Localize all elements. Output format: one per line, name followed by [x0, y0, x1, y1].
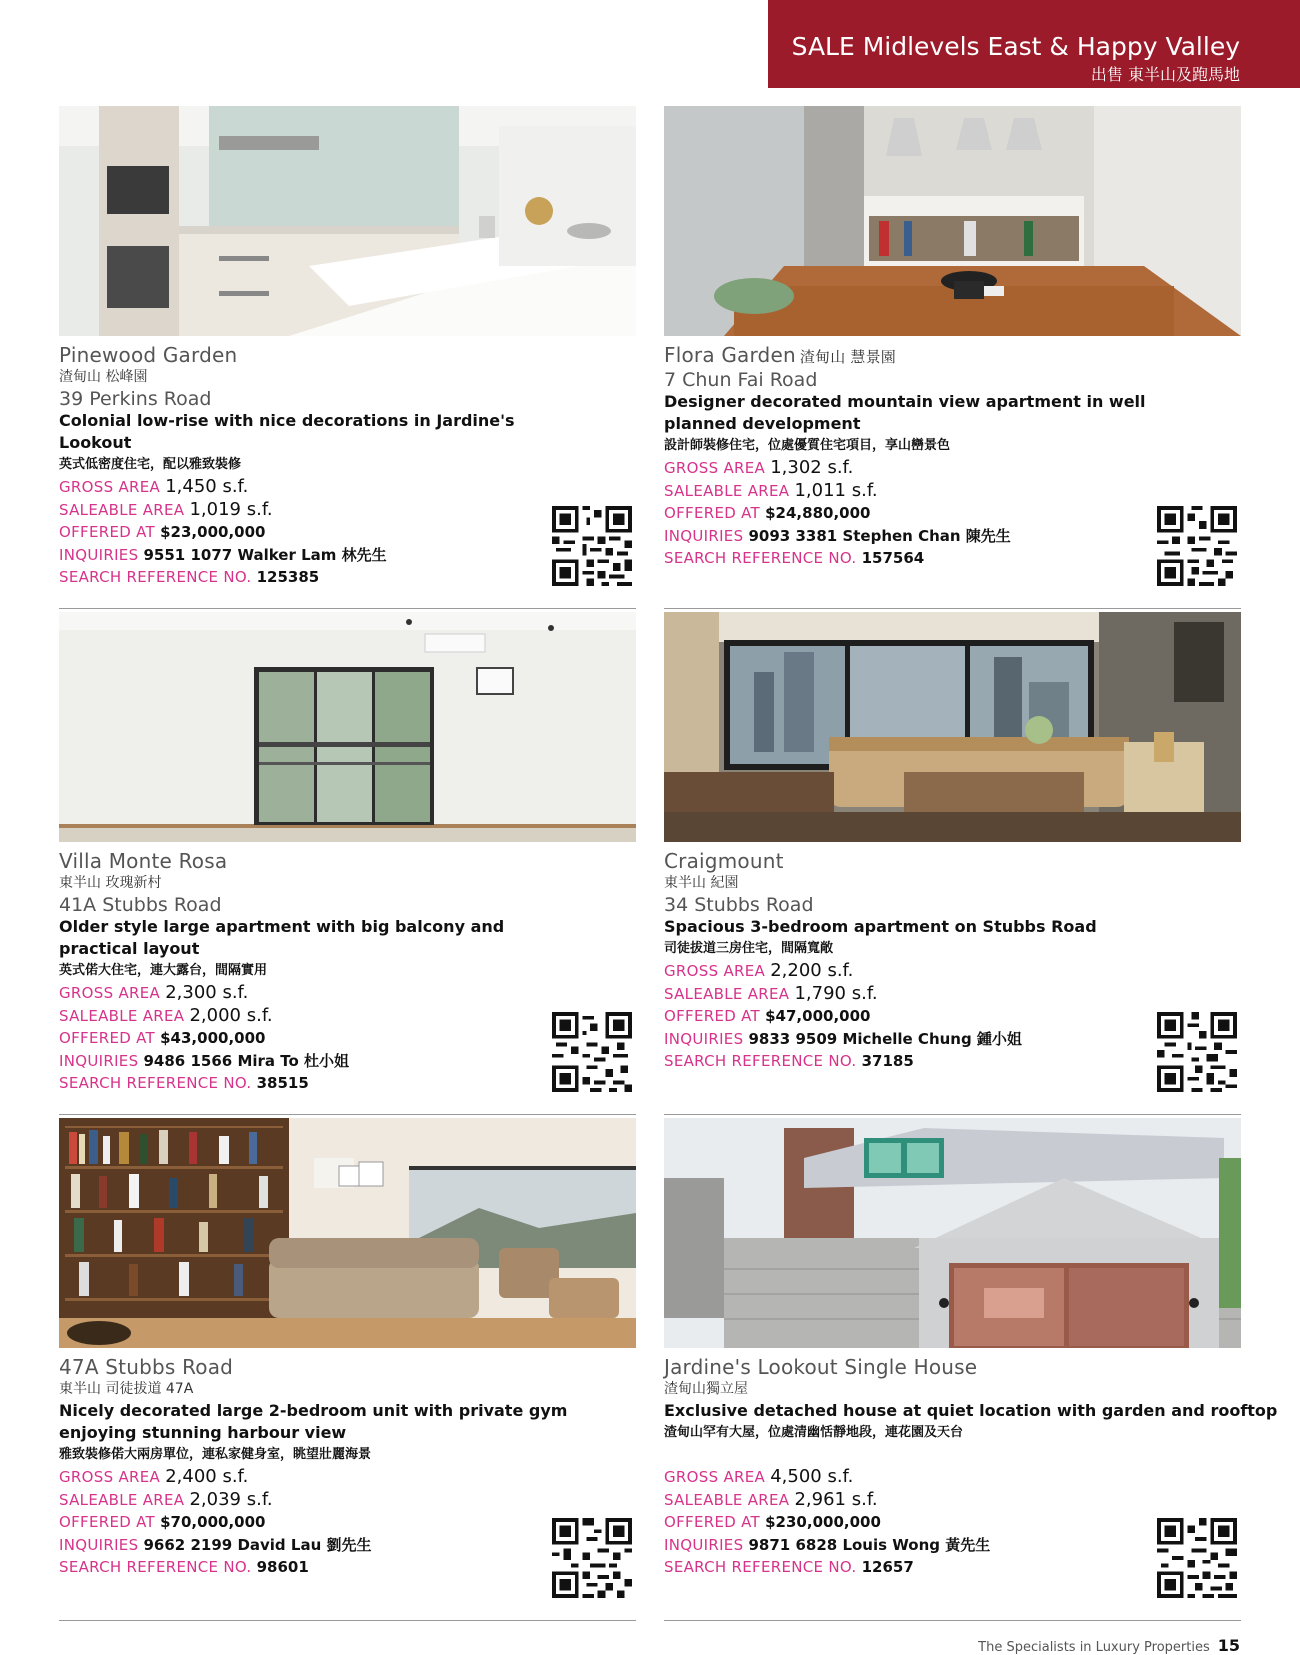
listing-description: Nicely decorated large 2-bedroom unit with private gym enjoying stunning harbour view	[59, 1401, 568, 1442]
listing-district-zh: 東半山 司徒拔道 47A	[59, 1381, 194, 1397]
saleable-area-row: SALEABLE AREA 1,790 s.f.	[664, 982, 878, 1004]
listing-details	[664, 850, 1144, 1073]
listing-district-zh: 東半山 玫瑰新村	[59, 875, 162, 891]
gross-area-value: 4,500 s.f.	[770, 1466, 854, 1487]
gross-area-row: GROSS AREA 4,500 s.f.	[664, 1466, 854, 1487]
divider	[664, 608, 1241, 609]
listing-card[interactable]	[59, 1118, 636, 1626]
listing-details	[664, 344, 1144, 570]
listing-details	[59, 850, 539, 1095]
reference-value: 37185	[861, 1052, 914, 1070]
listing-name[interactable]: Jardine's Lookout Single House	[664, 1355, 978, 1379]
gross-area-value: 1,450 s.f.	[165, 476, 249, 497]
reference-row: SEARCH REFERENCE NO. 12657	[664, 1558, 914, 1576]
listing-description-zh: 司徒拔道三房住宅，間隔寬敞	[664, 941, 834, 956]
listing-card[interactable]	[664, 612, 1241, 1120]
inquiries-value: 9093 3381 Stephen Chan 陳先生	[748, 526, 1011, 545]
inquiries-row: INQUIRIES 9486 1566 Mira To 杜小姐	[59, 1051, 350, 1070]
qr-code-icon[interactable]	[1157, 1518, 1237, 1598]
listing-photo-living-room[interactable]	[59, 612, 636, 842]
price-row: OFFERED AT $43,000,000	[59, 1029, 266, 1047]
section-title-zh: 出售 東半山及跑馬地	[1090, 65, 1240, 84]
inquiries-row: INQUIRIES 9662 2199 David Lau 劉先生	[59, 1535, 372, 1554]
listing-card[interactable]	[59, 106, 636, 614]
saleable-area-row: SALEABLE AREA 2,039 s.f.	[59, 1488, 273, 1510]
qr-code-icon[interactable]	[552, 1012, 632, 1092]
divider	[59, 1114, 636, 1115]
gross-area-value: 2,300 s.f.	[165, 982, 249, 1003]
qr-code-icon[interactable]	[1157, 506, 1237, 586]
qr-code-icon[interactable]	[552, 506, 632, 586]
inquiries-value: 9871 6828 Louis Wong 黃先生	[748, 1535, 991, 1554]
inquiries-row: INQUIRIES 9871 6828 Louis Wong 黃先生	[664, 1535, 991, 1554]
reference-value: 125385	[256, 568, 320, 586]
saleable-area-value: 1,790 s.f.	[794, 982, 878, 1004]
listing-photo-living-room[interactable]	[664, 612, 1241, 842]
price-row: OFFERED AT $230,000,000	[664, 1513, 881, 1531]
price-row: OFFERED AT $70,000,000	[59, 1513, 266, 1531]
listing-name[interactable]: Villa Monte Rosa	[59, 849, 228, 873]
price-value: $23,000,000	[160, 523, 266, 541]
listing-address: 41A Stubbs Road	[59, 894, 222, 916]
listing-description: Older style large apartment with big balcony and practical layout	[59, 917, 505, 958]
listing-district-zh: 渣甸山 松峰園	[59, 369, 148, 385]
reference-row: SEARCH REFERENCE NO. 98601	[59, 1558, 309, 1576]
listing-card[interactable]	[664, 1118, 1278, 1626]
reference-value: 157564	[861, 549, 925, 567]
listing-address: 34 Stubbs Road	[664, 894, 814, 916]
listing-description-zh: 渣甸山罕有大屋，位處清幽恬靜地段，連花園及天台	[664, 1425, 964, 1440]
inquiries-value: 9662 2199 David Lau 劉先生	[143, 1535, 372, 1554]
inquiries-row: INQUIRIES 9093 3381 Stephen Chan 陳先生	[664, 526, 1011, 545]
gross-area-row: GROSS AREA 2,200 s.f.	[664, 960, 854, 981]
listing-description: Designer decorated mountain view apartment in well planned development	[664, 392, 1146, 433]
divider	[59, 608, 636, 609]
section-banner	[768, 0, 1300, 88]
gross-area-row: GROSS AREA 1,450 s.f.	[59, 476, 249, 497]
listing-photo-kitchen[interactable]	[59, 106, 636, 336]
saleable-area-row: SALEABLE AREA 2,961 s.f.	[664, 1488, 878, 1510]
listing-name[interactable]: Flora Garden 渣甸山 慧景園	[664, 343, 897, 367]
listing-photo-house-exterior[interactable]	[664, 1118, 1241, 1348]
inquiries-value: 9833 9509 Michelle Chung 鍾小姐	[748, 1029, 1022, 1048]
saleable-area-value: 1,011 s.f.	[794, 479, 878, 501]
page-number: 15	[1217, 1636, 1240, 1655]
price-value: $24,880,000	[765, 504, 871, 522]
reference-value: 38515	[256, 1074, 309, 1092]
listing-address: 7 Chun Fai Road	[664, 369, 818, 391]
listing-card[interactable]	[664, 106, 1241, 614]
price-value: $230,000,000	[765, 1513, 881, 1531]
saleable-area-value: 2,000 s.f.	[189, 1004, 273, 1026]
divider	[664, 1620, 1241, 1621]
gross-area-row: GROSS AREA 1,302 s.f.	[664, 457, 854, 478]
divider	[59, 1620, 636, 1621]
inquiries-value: 9486 1566 Mira To 杜小姐	[143, 1051, 350, 1070]
listing-description-zh: 設計師裝修住宅，位處優質住宅項目，享山巒景色	[664, 438, 951, 453]
inquiries-row: INQUIRIES 9833 9509 Michelle Chung 鍾小姐	[664, 1029, 1022, 1048]
inquiries-value: 9551 1077 Walker Lam 林先生	[143, 545, 387, 564]
reference-row: SEARCH REFERENCE NO. 125385	[59, 568, 320, 586]
price-value: $43,000,000	[160, 1029, 266, 1047]
section-title: SALE Midlevels East & Happy Valley	[791, 32, 1240, 61]
listing-description-zh: 英式低密度住宅，配以雅致裝修	[59, 457, 242, 472]
reference-row: SEARCH REFERENCE NO. 38515	[59, 1074, 309, 1092]
listing-description: Exclusive detached house at quiet location with garden and rooftop	[664, 1401, 1278, 1420]
listing-district-zh: 東半山 紀園	[664, 875, 739, 891]
saleable-area-value: 2,961 s.f.	[794, 1488, 878, 1510]
listing-description: Spacious 3-bedroom apartment on Stubbs Road	[664, 917, 1097, 936]
listing-name[interactable]: Craigmount	[664, 849, 784, 873]
saleable-area-row: SALEABLE AREA 2,000 s.f.	[59, 1004, 273, 1026]
listing-address: 39 Perkins Road	[59, 388, 212, 410]
listing-card[interactable]	[59, 612, 636, 1120]
listing-details	[664, 1355, 1278, 1579]
gross-area-row: GROSS AREA 2,300 s.f.	[59, 982, 249, 1003]
listing-name-zh: 渣甸山 慧景園	[799, 348, 897, 366]
qr-code-icon[interactable]	[552, 1518, 632, 1598]
gross-area-value: 2,400 s.f.	[165, 1466, 249, 1487]
listing-details	[59, 1355, 568, 1579]
listing-description-zh: 雅致裝修偌大兩房單位，連私家健身室，眺望壯麗海景	[59, 1447, 372, 1462]
qr-code-icon[interactable]	[1157, 1012, 1237, 1092]
reference-row: SEARCH REFERENCE NO. 157564	[664, 549, 925, 567]
listing-details	[59, 344, 539, 589]
saleable-area-value: 2,039 s.f.	[189, 1488, 273, 1510]
price-row: OFFERED AT $47,000,000	[664, 1007, 871, 1025]
price-value: $70,000,000	[160, 1513, 266, 1531]
reference-value: 12657	[861, 1558, 914, 1576]
spacer	[664, 1444, 1144, 1466]
saleable-area-row: SALEABLE AREA 1,019 s.f.	[59, 498, 273, 520]
listing-name[interactable]: Pinewood Garden	[59, 343, 238, 367]
price-row: OFFERED AT $24,880,000	[664, 504, 871, 522]
gross-area-row: GROSS AREA 2,400 s.f.	[59, 1466, 249, 1487]
listing-district-zh: 渣甸山獨立屋	[664, 1381, 748, 1397]
saleable-area-value: 1,019 s.f.	[189, 498, 273, 520]
listing-description: Colonial low-rise with nice decorations in Jardine's Lookout	[59, 411, 515, 452]
price-value: $47,000,000	[765, 1007, 871, 1025]
price-row: OFFERED AT $23,000,000	[59, 523, 266, 541]
saleable-area-row: SALEABLE AREA 1,011 s.f.	[664, 479, 878, 501]
listing-description-zh: 英式偌大住宅，連大露台，間隔實用	[59, 963, 268, 978]
listing-name[interactable]: 47A Stubbs Road	[59, 1355, 234, 1379]
page-footer	[978, 1636, 1240, 1655]
gross-area-value: 2,200 s.f.	[770, 960, 854, 981]
inquiries-row: INQUIRIES 9551 1077 Walker Lam 林先生	[59, 545, 387, 564]
listing-photo-dining[interactable]	[664, 106, 1241, 336]
reference-value: 98601	[256, 1558, 309, 1576]
divider	[664, 1114, 1241, 1115]
gross-area-value: 1,302 s.f.	[770, 457, 854, 478]
reference-row: SEARCH REFERENCE NO. 37185	[664, 1052, 914, 1070]
listing-photo-library-lounge[interactable]	[59, 1118, 636, 1348]
footer-tagline: The Specialists in Luxury Properties	[978, 1640, 1210, 1655]
